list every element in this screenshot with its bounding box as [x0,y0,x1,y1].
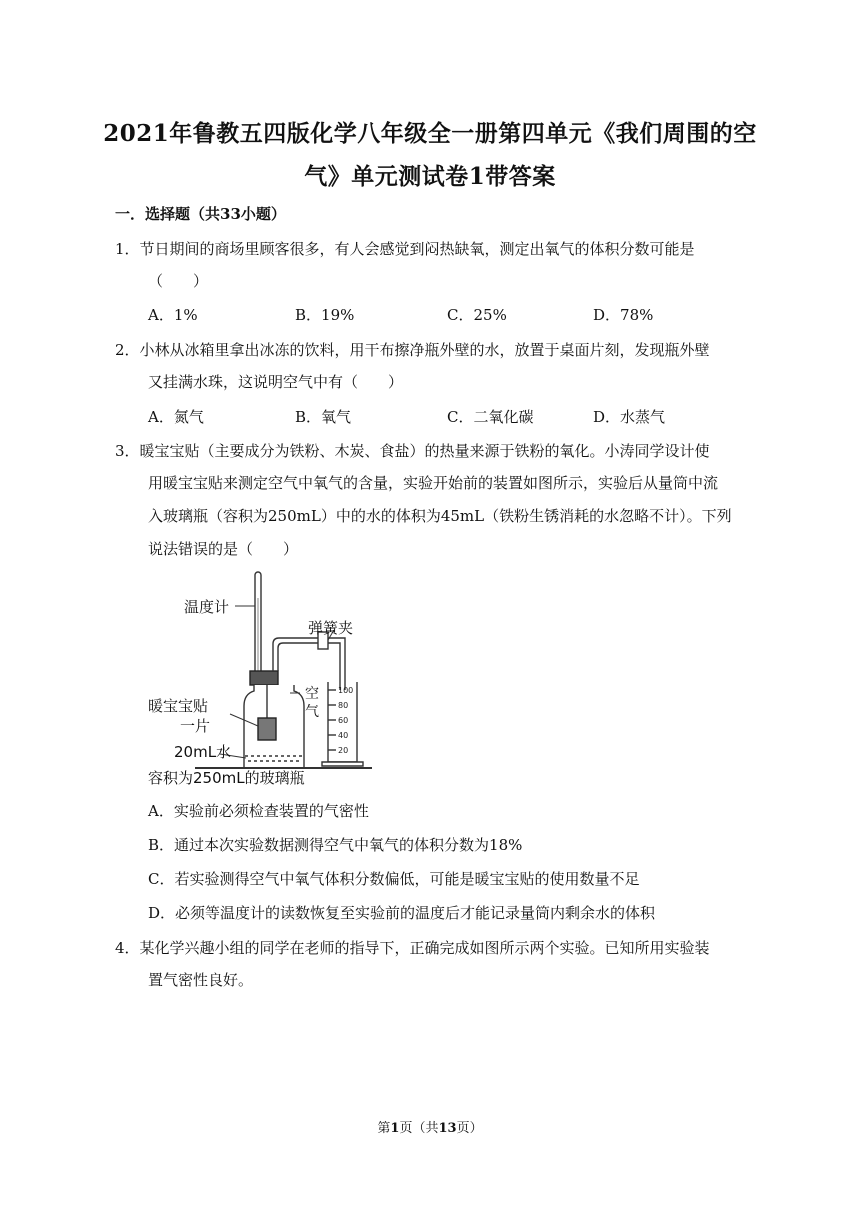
footer-page-number: 1 [390,1121,400,1136]
label-air-2: 气 [305,704,319,720]
section-heading: 一．选择题（共33小题） [115,205,286,223]
cylinder-tick-label: 100 [338,686,354,695]
cylinder-tick-label: 40 [338,731,349,740]
label-warmer-patch: 暖宝宝贴 [148,697,209,715]
question-3-option-c: C．若实验测得空气中氧气体积分数偏低，可能是暖宝宝贴的使用数量不足 [148,870,640,888]
question-2-option-a: A．氮气 [148,408,204,426]
experiment-apparatus-diagram [140,568,385,793]
footer-mid: 页（共 [399,1121,439,1136]
footer-suffix: 页） [456,1121,483,1136]
label-water: 20mL水 [174,743,232,761]
question-3-text-cont-2: 入玻璃瓶（容积为250mL）中的水的体积为45mL（铁粉生锈消耗的水忽略不计）。下列 [148,507,732,525]
question-3-option-b: B．通过本次实验数据测得空气中氧气的体积分数为18% [148,836,523,854]
footer-total-pages: 13 [438,1121,457,1136]
cylinder-tick-label: 80 [338,701,349,710]
label-thermometer: 温度计 [184,598,230,616]
footer-prefix: 第 [377,1121,391,1136]
question-3-option-a: A．实验前必须检查装置的气密性 [148,802,369,820]
question-2-option-c: C．二氧化碳 [447,408,534,426]
label-warmer-count: 一片 [180,717,211,735]
document-title-line-2: 气》单元测试卷1带答案 [304,163,556,190]
cylinder-tick-label: 60 [338,716,349,725]
question-2-option-b: B．氧气 [295,408,352,426]
question-1-option-b: B．19% [295,306,355,324]
question-2-text: 2．小林从冰箱里拿出冰冻的饮料，用干布擦净瓶外壁的水，放置于桌面片刻，发现瓶外壁 [115,341,710,359]
question-1-option-d: D．78% [593,306,654,324]
question-3-option-d: D．必须等温度计的读数恢复至实验前的温度后才能记录量筒内剩余水的体积 [148,904,656,922]
question-3-text: 3．暖宝宝贴（主要成分为铁粉、木炭、食盐）的热量来源于铁粉的氧化。小涛同学设计使 [115,442,710,460]
page-footer [0,1117,860,1136]
question-2-text-cont: 又挂满水珠，这说明空气中有（ ） [148,373,404,391]
question-1-text: 1．节日期间的商场里顾客很多，有人会感觉到闷热缺氧，测定出氧气的体积分数可能是 [115,240,695,258]
question-4-text-cont: 置气密性良好。 [148,971,254,989]
question-1-option-c: C．25% [447,306,507,324]
document-title-line-1: 2021年鲁教五四版化学八年级全一册第四单元《我们周围的空 [103,120,757,147]
question-3-text-cont-1: 用暖宝宝贴来测定空气中氧气的含量，实验开始前的装置如图所示，实验后从量筒中流 [148,474,719,492]
label-spring-clamp: 弹簧夹 [308,619,354,637]
question-4-text: 4．某化学兴趣小组的同学在老师的指导下，正确完成如图所示两个实验。已知所用实验装 [115,939,710,957]
cylinder-tick-label: 20 [338,746,349,755]
label-bottle-volume: 容积为250mL的玻璃瓶 [148,769,305,787]
question-1-answer-blank: （ ） [148,272,209,290]
label-air-1: 空 [305,686,319,702]
question-1-option-a: A．1% [148,306,198,324]
question-3-text-cont-3: 说法错误的是（ ） [148,540,299,558]
question-2-option-d: D．水蒸气 [593,408,666,426]
